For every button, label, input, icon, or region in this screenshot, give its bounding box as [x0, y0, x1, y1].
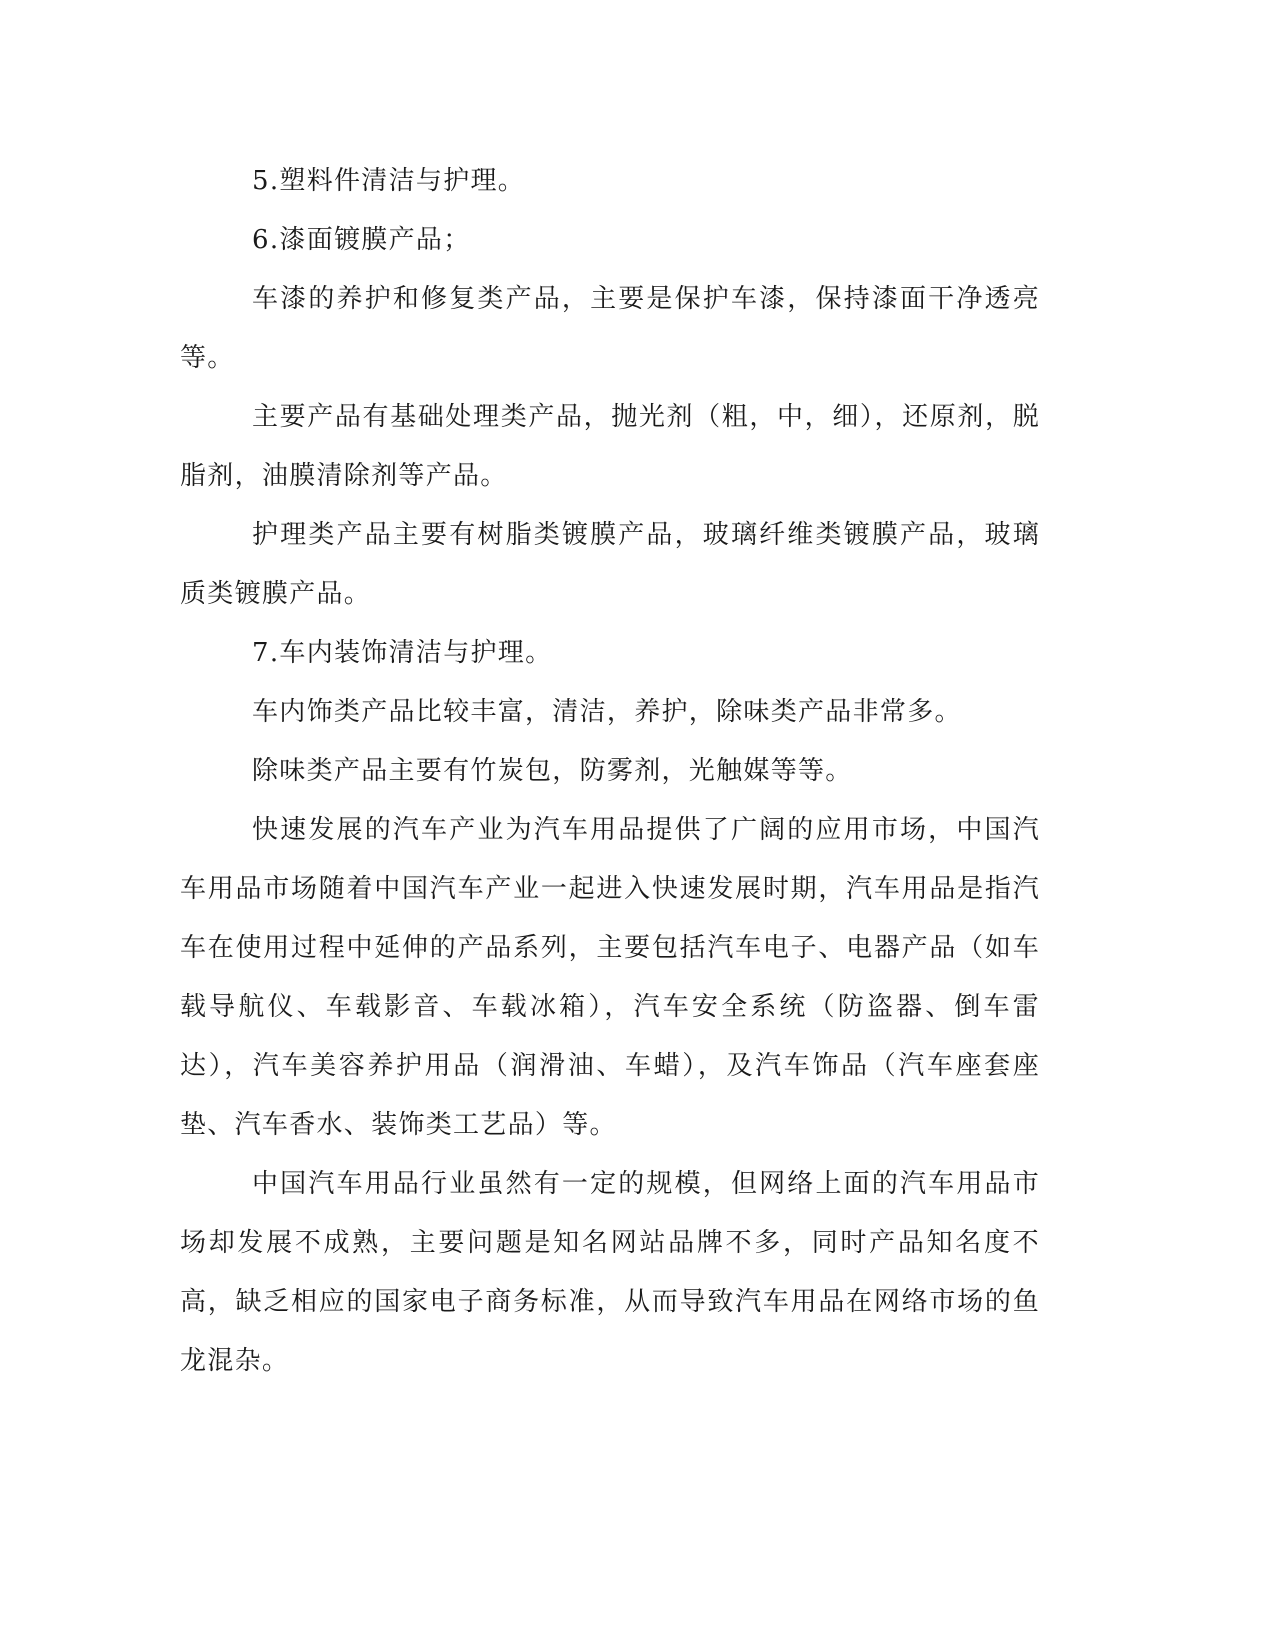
document-body: [180, 152, 1040, 1391]
paragraph-item-7-heading: 7.车内装饰清洁与护理。: [252, 638, 553, 668]
paragraph-paint-care: 车漆的养护和修复类产品，主要是保护车漆，保持漆面干净透亮等。: [180, 284, 1040, 373]
paragraph-deodorizing-products: 除味类产品主要有竹炭包，防雾剂，光触媒等等。: [252, 756, 853, 786]
paragraph-main-products: 主要产品有基础处理类产品，抛光剂（粗，中，细），还原剂，脱脂剂，油膜清除剂等产品。: [180, 402, 1040, 491]
paragraph-market-overview: 快速发展的汽车产业为汽车用品提供了广阔的应用市场，中国汽车用品市场随着中国汽车产业一起进入快速发展时期，汽车用品是指汽车在使用过程中延伸的产品系列，主要包括汽车电子、电器产品（如车载导航仪、车载影音、车载冰箱），汽车安全系统（防盗器、倒车雷达），汽车美容养护用品（润滑油、车蜡），及汽车饰品（汽车座套座垫、汽车香水、装饰类工艺品）等。: [180, 815, 1040, 1140]
paragraph-care-products: 护理类产品主要有树脂类镀膜产品，玻璃纤维类镀膜产品，玻璃质类镀膜产品。: [180, 520, 1040, 609]
paragraph-item-5-heading: 5.塑料件清洁与护理。: [252, 166, 526, 196]
paragraph-interior-products: 车内饰类产品比较丰富，清洁，养护，除味类产品非常多。: [252, 697, 962, 727]
paragraph-item-6-heading: 6.漆面镀膜产品；: [252, 225, 471, 255]
paragraph-industry-issues: 中国汽车用品行业虽然有一定的规模，但网络上面的汽车用品市场却发展不成熟，主要问题是知名网站品牌不多，同时产品知名度不高，缺乏相应的国家电子商务标准，从而导致汽车用品在网络市场的鱼龙混杂。: [180, 1169, 1040, 1376]
